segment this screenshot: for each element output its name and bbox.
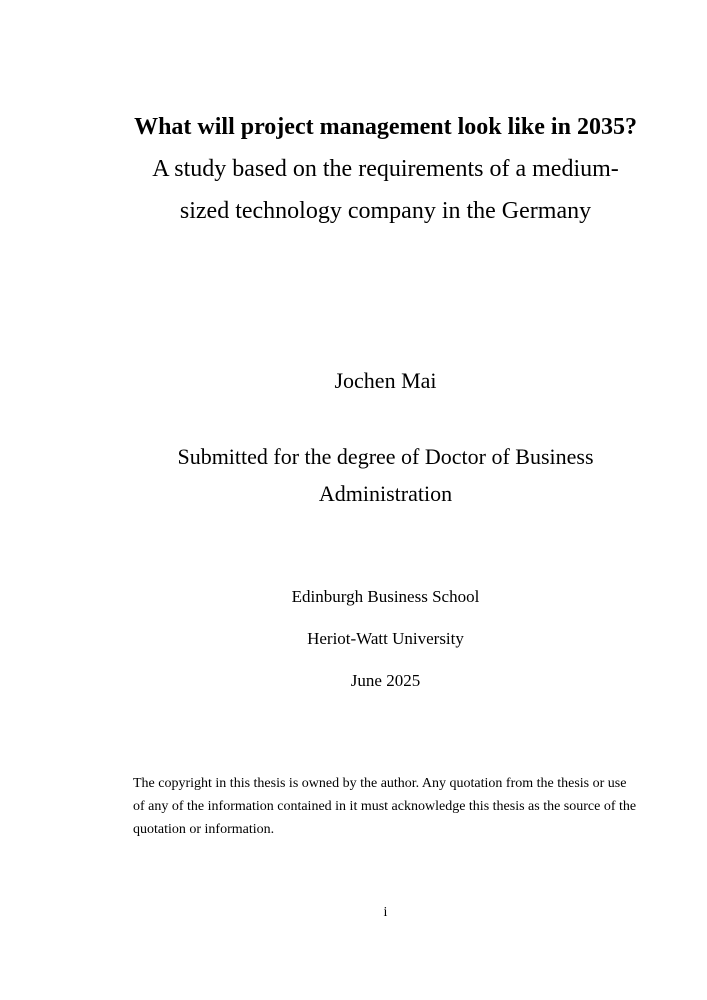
title-block	[133, 106, 638, 232]
thesis-subtitle: A study based on the requirements of a medium-sized technology company in the Germany	[152, 156, 619, 224]
page-number: i	[383, 905, 388, 920]
school-name: Edinburgh Business School	[291, 587, 480, 606]
thesis-title: What will project management look like in 2035?	[134, 114, 637, 140]
copyright-notice: The copyright in this thesis is owned by the author. Any quotation from the thesis or use of any of the information contained in it must acknowledge this thesis as the source of the quotation or information.	[133, 776, 637, 837]
author-name: Jochen Mai	[334, 368, 437, 393]
submission-date: June 2025	[350, 671, 421, 690]
degree-statement: Submitted for the degree of Doctor of Business Administration	[177, 444, 594, 506]
university-name: Heriot-Watt University	[307, 629, 464, 648]
institution-block	[133, 576, 638, 702]
